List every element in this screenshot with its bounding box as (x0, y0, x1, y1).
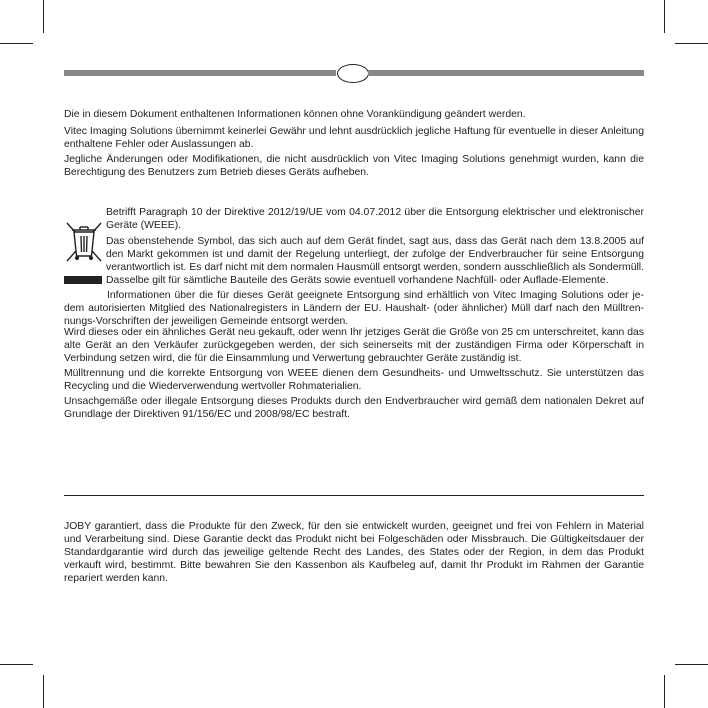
crop-mark-top-right-h (675, 43, 708, 44)
weee-benefits: Mülltrennung und die korrekte Entsorgung von WEEE dienen dem Gesundheits- und Umweltsschutz. Sie unterstützen das Recycling und die Wiederverwendung wertvoller Rohmaterialien. (64, 368, 644, 392)
header-bar-right (368, 70, 644, 76)
section-divider (64, 495, 644, 496)
crossed-out-wheelie-bin-icon (64, 220, 104, 264)
crop-mark-bottom-right (664, 675, 665, 708)
crop-mark-top-left-h (0, 43, 33, 44)
header-bar (64, 70, 644, 76)
crop-mark-top-left (43, 0, 44, 33)
weee-symbol-note: Das obenstehende Symbol, das sich auch auf dem Gerät findet, sagt aus, dass das Gerät nach dem 13.8.2005 auf den Markt gekommen ist und damit der Regelung unterliegt, der zufolge der Endverbraucher für seine Entsorgung verantwortlich ist. Es darf nicht mit dem normalen Hausmüll entsorgt werden, sondern ausschließlich als Sondermüll. Dasselbe gilt für sämtliche Bauteile des Geräts sowie eventuell vorhandene Nachfüll- oder Auflade-Elemente. (106, 236, 644, 286)
crop-mark-bottom-right-h (675, 664, 708, 665)
crop-mark-bottom-left (43, 675, 44, 708)
disclaimer-paragraph-2: Vitec Imaging Solutions übernimmt keinerlei Gewähr und lehnt ausdrücklich jegliche Haftung für eventuelle in dieser Anleitung enthaltene Fehler oder Auslassungen ab. (64, 126, 644, 150)
disclaimer-paragraph-3: Jegliche Änderungen oder Modifikationen, die nicht ausdrücklich von Vitec Imaging Solutions genehmigt wurden, kann die Berechtigung des Benutzers zum Betrieb dieses Geräts aufheben. (64, 154, 644, 178)
disclaimer-paragraph-1: Die in diesem Dokument enthaltenen Informationen können ohne Vorankündigung geändert werden. (64, 109, 526, 120)
weee-black-bar (64, 276, 102, 284)
warranty-paragraph: JOBY garantiert, dass die Produkte für den Zweck, für den sie entwickelt wurden, geeignet und frei von Fehlern in Material und Verarbeitung sind. Diese Garantie deckt das Produkt nicht bei Folgeschäden oder Missbrauch. Die Gültigkeitsdauer der Standardgarantie wird durch das jeweilige geltende Recht des Landes, des States oder der Region, in dem das Produkt verkauft wird, bestimmt. Bitte bewahren Sie den Kassenbon als Kaufbeleg auf, damit Ihr Produkt im Rahmen der Garantie repariert werden kann. (64, 521, 644, 584)
weee-return: Wird dieses oder ein ähnliches Gerät neu gekauft, oder wenn Ihr jetziges Gerät die Größe von 25 cm unterschreitet, kann das alte Gerät an den Verkäufer zurückgegeben werden, der sich seinerseits mit der zuständigen Firma oder Körperschaft in Verbindung setzen wird, die für die Einsammlung und Verwertung gebrauchter Geräte zuständig ist. (64, 327, 644, 364)
header-bar-left (64, 70, 336, 76)
weee-info: Informationen über die für dieses Gerät geeignete Entsorgung sind erhältlich von Vitec Imaging Solutions oder je-dem autorisierten Mitglied des Nationalregisters in Ländern der EU. Haushalt- (oder ähnlicher) Müll darf nach den Mülltren-nungs-Vorschriften der jeweiligen Gemeinde entsorgt werden. (64, 290, 644, 327)
crop-mark-bottom-left-h (0, 664, 33, 665)
page-number-oval (337, 64, 369, 83)
weee-penalty: Unsachgemäße oder illegale Entsorgung dieses Produkts durch den Endverbraucher wird gemäß dem nationalen Dekret auf Grundlage der Direktiven 91/156/EC und 2008/98/EC bestraft. (64, 396, 644, 420)
crop-mark-top-right (664, 0, 665, 33)
weee-directive: Betrifft Paragraph 10 der Direktive 2012/19/UE vom 04.07.2012 über die Entsorgung elektrischer und elektronischer Geräte (WEEE). (106, 207, 644, 231)
